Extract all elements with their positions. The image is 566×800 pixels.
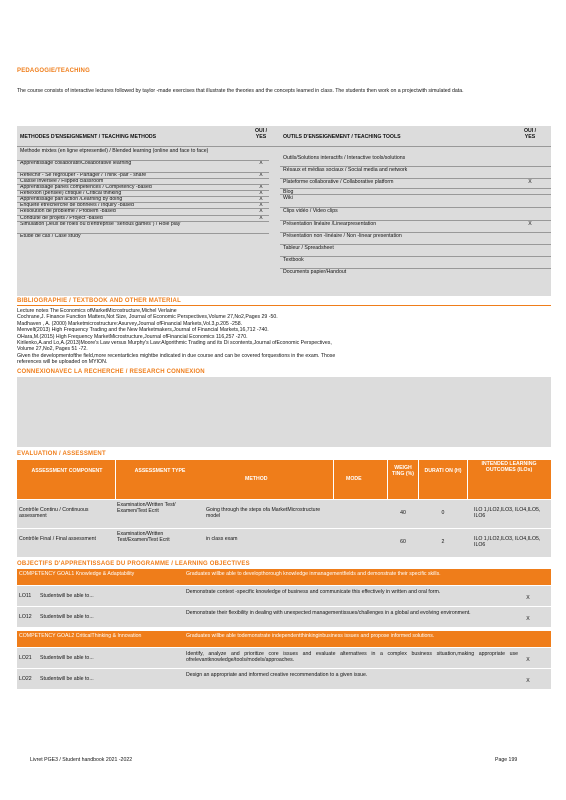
objective-mark: X: [526, 616, 530, 622]
competency-goal-text: Graduates willbe able to developthorough knowledge inmanagementfields and demonstrate their specific skills.: [186, 571, 441, 577]
eval-col-method: METHOD: [245, 476, 268, 482]
tool-label: Présentation linéaire /Linearpresentation: [283, 221, 377, 227]
row-divider: [280, 178, 551, 179]
objective-label: Studentwill be able to...: [40, 655, 94, 661]
row-divider: [17, 221, 269, 222]
bibliography-line: Cochrane,J. Finance Function Matters,Not Size, Journal of Economic Perspectives,Volume 27,No2,Pages 29 -50.: [17, 314, 278, 321]
tool-label: Présentation non -linéaire / Non -linear presentation: [283, 233, 402, 239]
objective-code: LO11: [19, 593, 32, 599]
method-label: Résolution de problème / Problem -based: [20, 208, 116, 214]
eval-col-duration: DURATI ON (H): [424, 468, 462, 474]
eval-col-component: ASSESSMENT COMPONENT: [31, 468, 103, 474]
eval-weighting: 60: [400, 539, 406, 545]
methods-yes-header: OUI / YES: [254, 128, 268, 141]
tool-label: Documents papier/Handout: [283, 269, 347, 275]
row-divider: [17, 190, 269, 191]
method-yes-mark: X: [259, 160, 263, 166]
eval-duration: 0: [441, 510, 445, 516]
objectives-heading: OBJECTIFS D'APPRENTISSAGE DU PROGRAMME / LEARNING OBJECTIVES: [17, 561, 250, 567]
objective-text: Design an appropriate and informed creative recommendation to a given issue.: [186, 672, 368, 678]
method-label: Apprentissage parl'action /Learning by doing: [20, 196, 123, 202]
row-divider: [280, 207, 551, 208]
objective-label: Studentwill be able to...: [40, 676, 94, 682]
row-divider: [280, 220, 551, 221]
tools-yes-header: OUI / YES: [523, 128, 537, 141]
method-yes-mark: X: [259, 215, 263, 221]
row-divider: [280, 232, 551, 233]
eval-col-weighting: WEIGH TING (%): [392, 465, 414, 478]
research-heading: CONNEXIONAVEC LA RECHERCHE / RESEARCH CONNEXION: [17, 369, 205, 375]
research-box: [17, 377, 551, 447]
objective-text: Identify, analyze and prioritize core issues and evaluate alternatives in a complex business situation,making appropriate use ofrelevantknowledge/tools/models/approaches.: [186, 651, 518, 664]
method-label: Etude de cas / Case study: [20, 233, 81, 239]
bibliography-line: Lecture notes The Economics ofMarketMicrostructure,Michel Verlaine: [17, 308, 177, 314]
bibliography-line: references will be uploaded on MYION.: [17, 359, 108, 366]
objective-code: LO22: [19, 676, 32, 682]
bibliography-line: OHara,M.(2015) High Frequency MarketMicrostructure,Journal ofFinancial Economics 116,257 -270.: [17, 333, 248, 340]
col-divider: [333, 460, 334, 499]
method-yes-mark: X: [259, 172, 263, 178]
col-divider: [115, 460, 116, 499]
tool-label: Plateforme collaborative / Collaborative platform: [283, 179, 394, 185]
eval-outcomes: ILO 1,ILO2,ILO3, ILO4,ILO5, ILO6: [474, 536, 541, 549]
eval-method: Going through the steps ofa MarketMicrostructure model: [206, 507, 321, 520]
eval-type: Examination/Written Test/Examen/Test Ecrit: [117, 531, 170, 544]
method-label: Réfléchir - Se regrouper - Partager / Think -pair - share: [20, 172, 147, 178]
bibliography-line: Menvelt(2013) High Frequency Trading and the New Marketmakers,Journal of Financial Markets,16,712 -740.: [17, 327, 269, 334]
tool-label: Textbook: [283, 257, 304, 263]
method-label: Apprentissage parles compétences / Competency -based: [20, 184, 152, 190]
row-divider: [280, 268, 551, 269]
tool-label: Résaux et médias sociaux / Social media and network: [283, 167, 408, 173]
tool-label: Wiki: [283, 195, 293, 201]
eval-component: Contrôle Final / Final assessment: [19, 536, 96, 542]
row-divider: [17, 172, 269, 173]
row-divider: [280, 166, 551, 167]
footer-page: Page 199: [495, 757, 518, 763]
col-divider: [418, 460, 419, 499]
objective-code: LO21: [19, 655, 32, 661]
method-label: Conduite de projets / Project -based: [20, 215, 103, 221]
method-label: Classe inversée / Flipped classroom: [20, 178, 104, 184]
bibliography-line: Given the developmentofthe field,more recentarticles mightbe indicated in due course and can be covered forquestions in the exam. Those: [17, 352, 336, 359]
method-label: Apprentissage collaboratif/Collaborative learning: [20, 160, 132, 166]
method-yes-mark: X: [259, 208, 263, 214]
eval-method: in class exam: [206, 536, 238, 542]
tool-label: Clips vidéo / Video clips: [283, 208, 338, 214]
row-divider: [17, 178, 269, 179]
row-divider: [280, 194, 551, 195]
evaluation-heading: EVALUATION / ASSESSMENT: [17, 451, 106, 457]
method-yes-mark: X: [259, 196, 263, 202]
method-label: Methode mixtes (en ligne etpresentiel) / Blended learning (online and face to face): [20, 148, 209, 154]
methods-header: METHODES D'ENSEIGNEMENT / TEACHING METHODS: [20, 134, 157, 140]
eval-component: Contrôle Continu / Continuous assessment: [19, 507, 89, 520]
eval-col-mode: MODE: [346, 476, 362, 482]
row-divider: [17, 202, 269, 203]
method-label: Réflexion (pensée) critique / Critical thinking: [20, 190, 122, 196]
competency-goal-label: COMPETENCY GOAL2 CriticalThinking & Innovation: [19, 633, 142, 639]
pedagogy-heading: PEDAGOGIE/TEACHING: [17, 68, 90, 74]
tool-yes-mark: X: [528, 179, 532, 185]
objective-label: Studentwill be able to...: [40, 593, 94, 599]
method-yes-mark: X: [259, 202, 263, 208]
row-divider: [280, 256, 551, 257]
method-label: Enquête etrecherche de données / Inquiry -based: [20, 202, 134, 208]
competency-goal-label: COMPETENCY GOAL1 Knowledge & Adaptability: [19, 571, 135, 577]
evaluation-row: [17, 529, 551, 557]
objective-mark: X: [526, 678, 530, 684]
tools-header: OUTILS D'ENSEIGNEMENT / TEACHING TOOLS: [283, 134, 401, 140]
col-divider: [467, 460, 468, 499]
objective-code: LO12: [19, 614, 32, 620]
eval-duration: 2: [441, 539, 445, 545]
tool-label: Tableur / Spreadsheet: [283, 245, 334, 251]
tool-label: Blog: [283, 189, 294, 195]
eval-type: Examination/Written Test/ Examen/Test Ecrit: [117, 502, 176, 515]
bibliography-heading: BIBLIOGRAPHIE / TEXTBOOK AND OTHER MATERIAL: [17, 298, 181, 304]
objective-label: Studentwill be able to...: [40, 614, 94, 620]
row-divider: [280, 188, 551, 189]
row-divider: [17, 184, 269, 185]
row-divider: [17, 196, 269, 197]
eval-outcomes: ILO 1,ILO2,ILO3, ILO4,ILO5, ILO6: [474, 507, 541, 520]
pedagogy-text: The course consists of interactive lectures followed by taylor -made exercises that illustrate the theories and the concepts learned in class. The students then work on a projectwith simulated data.: [17, 88, 464, 94]
row-divider: [17, 233, 269, 234]
objective-text: Demonstrate their flexibility in dealing with unexpected managementissues/challenges in a global and evolving environment.: [186, 610, 471, 616]
col-divider: [387, 460, 388, 499]
method-yes-mark: X: [259, 190, 263, 196]
row-divider: [17, 215, 269, 216]
bibliography-line: Volume 27,No2, Pages 51 -72.: [17, 346, 88, 353]
objective-mark: X: [526, 595, 530, 601]
competency-goal-text: Graduates willbe able todemonstrate independentthinkinginbusiness issues and propose informed solutions.: [186, 633, 435, 639]
row-divider: [17, 208, 269, 209]
row-divider: [280, 244, 551, 245]
objective-text: Demonstrate context -specific knowledge of business and communicate this effectively in written and oral form.: [186, 589, 441, 595]
eval-col-outcomes: INTENDED LEARNING OUTCOMES (ILOs): [481, 461, 537, 474]
tool-label: Outils/Solutions interactifs / Interactive tools/solutions: [283, 155, 406, 161]
bibliography-line: Kirilenko,A.and Lo,A.(2013)Moore's Law versus Murphy's Law:Algorithmic Trading and its Di scontents,Journal ofEconomic Perspectives,: [17, 340, 332, 346]
footer-left: Livret PGE3 / Student handbook 2021 -2022: [30, 757, 133, 763]
method-yes-mark: X: [259, 184, 263, 190]
tool-yes-mark: X: [528, 221, 532, 227]
objective-mark: X: [526, 657, 530, 663]
eval-weighting: 40: [400, 510, 406, 516]
table-divider: [17, 146, 551, 147]
eval-col-type: ASSESSMENT TYPE: [134, 468, 186, 474]
bibliography-rule: [17, 305, 551, 306]
bibliography-line: Madhaven , A. (2000) Marketmicrostructure:Asurvey,Journal ofFinancial Markets,Vol.3,p.205 -258.: [17, 320, 243, 327]
row-divider: [17, 160, 269, 161]
method-label: Simulation (Jeux de rôles ou d'entreprise "serious games") / Role play: [20, 221, 181, 227]
